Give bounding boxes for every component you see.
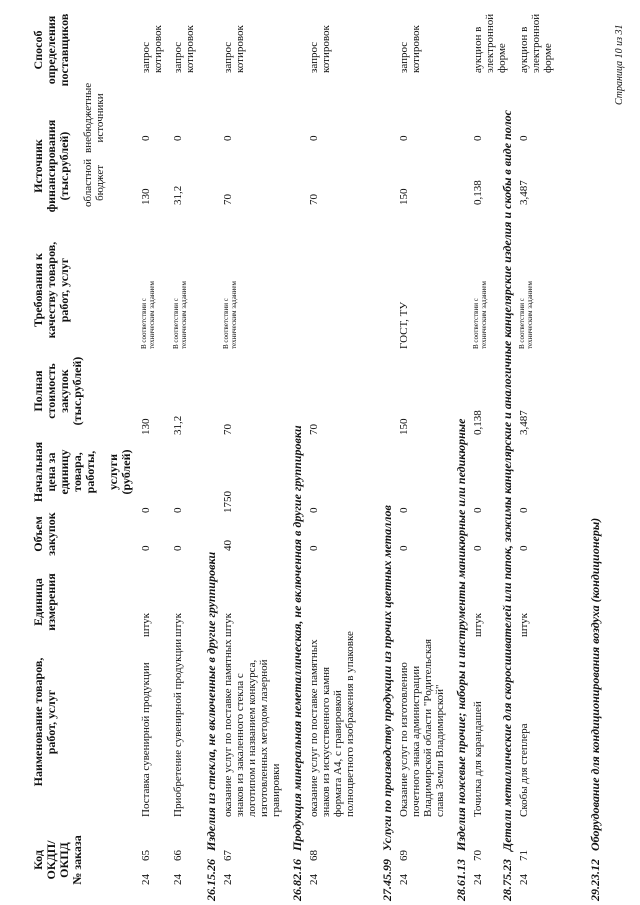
row-name-line: логотипом и названием конкурса, [246, 659, 258, 817]
header-method: Способ определения поставщиков [31, 13, 71, 87]
row-method-line: запрос [172, 41, 184, 73]
row-total: 31,2 [172, 415, 184, 435]
row-name [140, 662, 152, 817]
row-name-line: формата А4, с гравировкой [332, 690, 344, 817]
header-funding-regional: областной бюджет [82, 158, 106, 207]
header-volume: Объем закупок [31, 512, 58, 556]
row-method-line: запрос [222, 41, 234, 73]
row-method-line: котировок [184, 25, 196, 73]
row-volume: 40 [222, 540, 234, 551]
row-code: 24 [308, 874, 320, 885]
row-total: 130 [140, 418, 152, 435]
row-requirements [222, 281, 238, 349]
row-requirements [472, 281, 488, 349]
group-heading [454, 419, 469, 901]
row-regional-budget: 3,487 [518, 180, 530, 205]
row-price: 0 [398, 507, 410, 513]
group-heading [380, 505, 395, 901]
row-volume: 0 [472, 545, 484, 551]
page-number: Страница 10 из 31 [614, 24, 625, 105]
row-unit: штук [222, 613, 234, 637]
group-title: Продукция минеральная неметаллическая, не включенная в другие группировки [290, 425, 304, 851]
row-unit: штук [472, 613, 484, 637]
row-method [472, 14, 508, 73]
row-name-line: Приобретение сувенирной продукции [172, 638, 184, 817]
row-method-line: котировок [320, 25, 332, 73]
row-name-line: знаков из искусственного камня [320, 666, 332, 817]
row-requirements-line: техническим заданием [180, 281, 188, 349]
row-name [308, 631, 356, 817]
row-regional-budget: 70 [222, 194, 234, 205]
header-funding-extra: внебюджетные источники [82, 82, 106, 153]
row-code: 24 [172, 874, 184, 885]
row-method [140, 25, 164, 73]
row-method [172, 25, 196, 73]
row-order-number: 65 [140, 850, 152, 861]
row-order-number: 71 [518, 850, 530, 861]
row-name-line: почетного знака администрации [410, 665, 422, 817]
row-extra-budget: 0 [518, 135, 530, 141]
header-funding: Источник финансирования (тыс.рублей) [31, 119, 71, 213]
row-method-line: запрос [398, 41, 410, 73]
row-volume: 0 [172, 545, 184, 551]
row-order-number: 67 [222, 850, 234, 861]
row-requirements-line: В соответствии с [172, 298, 180, 349]
header-code: Код ОКДП/ ОКПД № заказа [31, 835, 84, 885]
row-volume: 0 [308, 545, 320, 551]
row-requirements [398, 302, 410, 349]
row-name-line: Точилка для карандашей [472, 701, 484, 817]
row-name [518, 724, 530, 817]
row-method [518, 14, 554, 73]
row-method-line: котировок [410, 25, 422, 73]
row-method-line: аукцион в [472, 26, 484, 73]
row-requirements [518, 281, 534, 349]
header-total: Полная стоимость закупок (тыс.рублей) [31, 356, 84, 426]
row-name [222, 639, 282, 817]
row-requirements-line: техническим заданием [230, 281, 238, 349]
header-price: Начальная цена за единицу товара, работы, услуги (рублей) [31, 441, 133, 503]
row-name-line: знаков из закаленного стекла с [234, 673, 246, 817]
row-code: 24 [398, 874, 410, 885]
row-unit: штук [172, 613, 184, 637]
row-name-line: слава Земли Владимирской" [434, 684, 446, 817]
row-method-line: электронной [530, 13, 542, 73]
row-name [172, 639, 184, 817]
group-heading [500, 110, 515, 901]
row-total: 70 [222, 424, 234, 435]
group-code: 26.82.16 [290, 859, 304, 901]
row-unit: штук [140, 613, 152, 637]
group-title: Детали металлические для скоросшивателей или папок, зажимы канцелярские и аналогичные канцелярские изделия и скобы в виде полос [500, 110, 514, 851]
row-extra-budget: 0 [398, 135, 410, 141]
row-order-number: 69 [398, 850, 410, 861]
row-regional-budget: 70 [308, 194, 320, 205]
group-code: 26.15.26 [204, 859, 218, 901]
row-price: 0 [518, 507, 530, 513]
row-total: 70 [308, 424, 320, 435]
trailing-group-heading: 29.23.12Оборудование для кондиционирования воздуха (кондиционеры) [588, 517, 602, 901]
row-requirements [140, 281, 156, 349]
group-code: 27.45.99 [380, 859, 394, 901]
row-volume: 0 [398, 545, 410, 551]
row-requirements-line: В соответствии с [472, 298, 480, 349]
row-volume: 0 [140, 545, 152, 551]
row-requirements-line: техническим заданием [480, 281, 488, 349]
row-method-line: форме [542, 43, 554, 73]
row-method-line: котировок [234, 25, 246, 73]
group-title: Услуги по производству продукции из прочих цветных металлов [380, 505, 394, 851]
row-code: 24 [518, 874, 530, 885]
row-price: 1750 [222, 491, 234, 513]
row-price: 0 [472, 507, 484, 513]
header-name: Наименование товаров, работ, услуг [31, 657, 58, 787]
row-method-line: запрос [308, 41, 320, 73]
row-extra-budget: 0 [222, 135, 234, 141]
row-name-line: Поставка сувенирной продукции [140, 662, 152, 817]
row-method [398, 25, 422, 73]
row-method [222, 25, 246, 73]
row-unit: штук [518, 613, 530, 637]
row-name [472, 701, 484, 817]
row-code: 24 [222, 874, 234, 885]
group-heading [204, 552, 219, 901]
row-price: 0 [140, 507, 152, 513]
row-name-line: Владимирской области "Родительская [422, 638, 434, 817]
row-method [308, 25, 332, 73]
row-requirements-line: техническим заданием [526, 281, 534, 349]
row-requirements-line: В соответствии с [140, 298, 148, 349]
row-name-line: Оказание услуг по изготовлению [398, 662, 410, 817]
row-requirements-line: В соответствии с [518, 298, 526, 349]
row-requirements [172, 281, 188, 349]
row-method-line: запрос [140, 41, 152, 73]
group-code: 28.61.13 [454, 859, 468, 901]
row-extra-budget: 0 [172, 135, 184, 141]
row-code: 24 [472, 874, 484, 885]
row-code: 24 [140, 874, 152, 885]
row-price: 0 [308, 507, 320, 513]
group-title: Изделия из стекла, не включенные в другие группировки [204, 551, 218, 851]
row-requirements-line: техническим заданием [148, 281, 156, 349]
row-order-number: 66 [172, 850, 184, 861]
row-extra-budget: 0 [308, 135, 320, 141]
row-name-line: полноцветного изображения в упаковке [344, 631, 356, 817]
row-total: 0,138 [472, 410, 484, 435]
row-price: 0 [172, 507, 184, 513]
row-total: 3,487 [518, 410, 530, 435]
row-name-line: оказание услуг по поставке памятных [308, 639, 320, 817]
row-order-number: 68 [308, 850, 320, 861]
row-order-number: 70 [472, 850, 484, 861]
row-name-line: изготовленных методом лазерной [258, 659, 270, 817]
row-method-line: аукцион в [518, 26, 530, 73]
row-regional-budget: 31,2 [172, 185, 184, 205]
row-method-line: форме [496, 43, 508, 73]
row-regional-budget: 130 [140, 188, 152, 205]
row-total: 150 [398, 418, 410, 435]
row-requirements-line: В соответствии с [222, 298, 230, 349]
group-code: 28.75.23 [500, 859, 514, 901]
group-heading [290, 425, 305, 901]
header-requirements: Требования к качеству товаров, работ, услуг [31, 241, 71, 339]
row-name-line: Скобы для степлера [518, 723, 530, 817]
row-method-line: электронной [484, 13, 496, 73]
group-title: Изделия ножевые прочие; наборы и инструменты маникюрные или педикюрные [454, 418, 468, 851]
row-name [398, 639, 446, 817]
row-name-line: гравировки [270, 763, 282, 817]
row-name-line: оказание услуг по поставке памятных [222, 639, 234, 817]
row-extra-budget: 0 [472, 135, 484, 141]
row-volume: 0 [518, 545, 530, 551]
row-regional-budget: 0,138 [472, 180, 484, 205]
header-unit: Единица измерения [31, 573, 58, 631]
row-requirements-line: ГОСТ, ТУ [398, 301, 410, 349]
row-regional-budget: 150 [398, 188, 410, 205]
row-method-line: котировок [152, 25, 164, 73]
row-extra-budget: 0 [140, 135, 152, 141]
